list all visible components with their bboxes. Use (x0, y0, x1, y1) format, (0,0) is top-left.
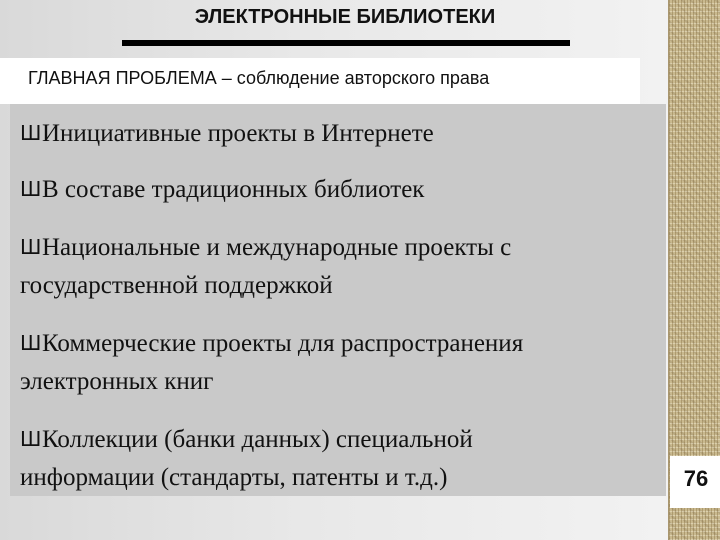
page-number: 76 (683, 466, 709, 491)
bullet-icon: Ш (20, 177, 42, 201)
list-item (20, 324, 523, 401)
list-item (20, 420, 473, 497)
item-line: информации (стандарты, патенты и т.д.) (20, 464, 448, 491)
list-item (20, 228, 511, 305)
item-line: Коллекции (банки данных) специальной (42, 426, 473, 453)
bullet-icon: Ш (20, 235, 42, 259)
list-item (20, 114, 434, 153)
item-line: электронных книг (20, 368, 214, 395)
item-line: Национальные и международные проекты с (42, 234, 512, 261)
item-line: государственной поддержкой (20, 272, 333, 299)
item-line: Инициативные проекты в Интернете (42, 120, 434, 147)
slide-title: ЭЛЕКТРОННЫЕ БИБЛИОТЕКИ (194, 6, 496, 28)
title-underline (122, 40, 570, 46)
list-item (20, 170, 424, 209)
bullet-icon: Ш (20, 121, 42, 145)
bullet-icon: Ш (20, 331, 42, 355)
bullet-icon: Ш (20, 427, 42, 451)
item-line: В составе традиционных библиотек (42, 176, 425, 203)
slide-subtitle: ГЛАВНАЯ ПРОБЛЕМА – соблюдение авторского права (28, 68, 490, 88)
item-line: Коммерческие проекты для распространения (42, 330, 524, 357)
